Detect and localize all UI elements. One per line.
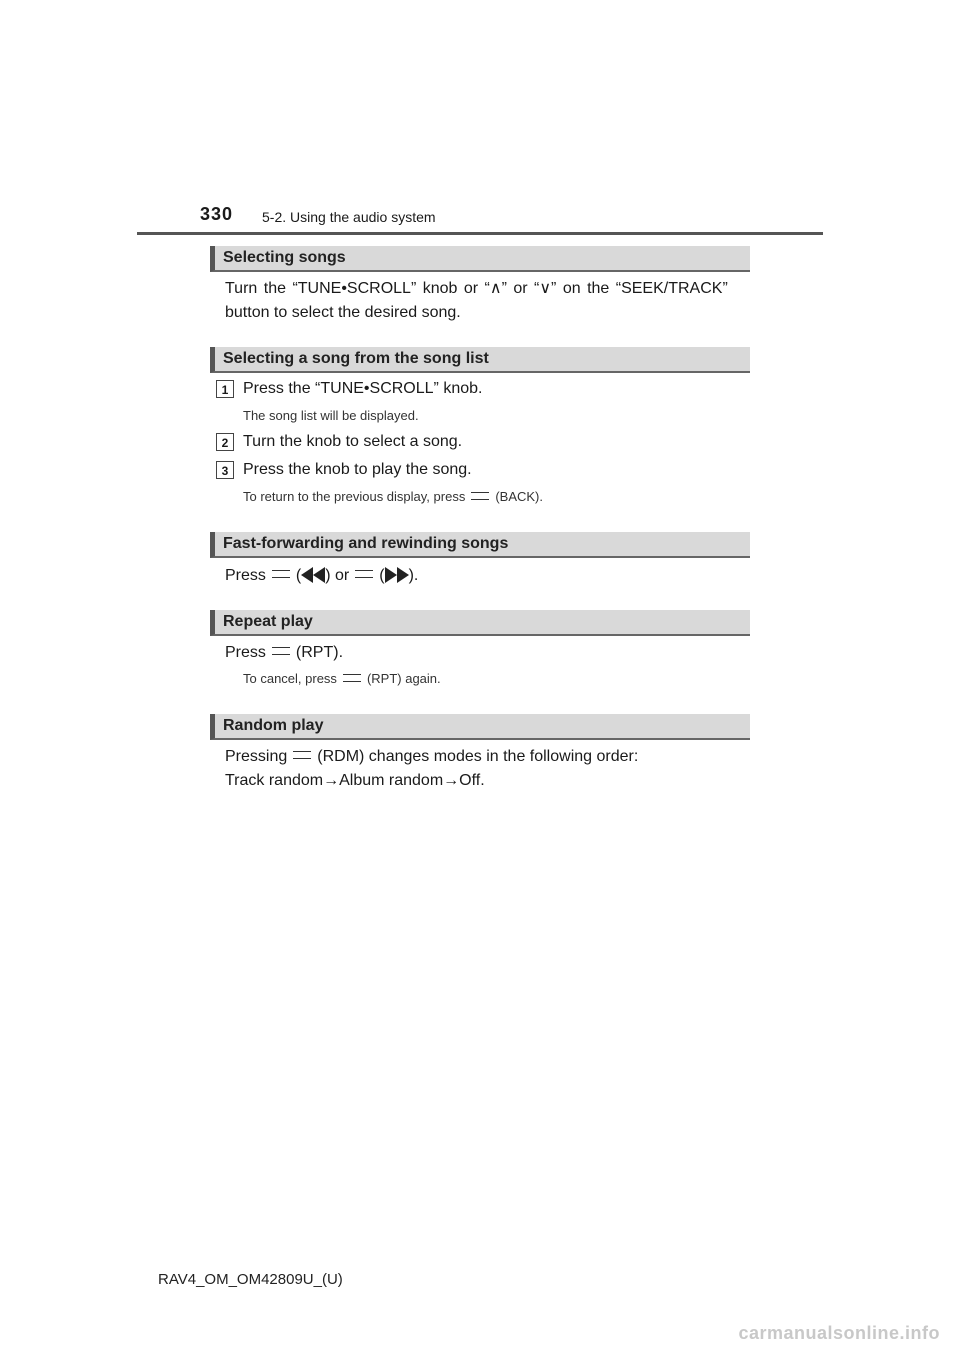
step-text-3: Press the knob to play the song. [243,461,472,478]
heading-label: Selecting a song from the song list [223,350,489,367]
rpt-button-icon [272,647,290,655]
rdm-button-icon [293,751,311,759]
heading-label: Repeat play [223,613,313,630]
note-repeat-cancel [243,671,441,686]
button-icon [272,570,290,578]
text-press: Press [225,644,266,661]
footer-code: RAV4_OM_OM42809U_(U) [158,1271,343,1288]
heading-label: Selecting songs [223,249,346,266]
text-pressing: Pressing [225,748,288,765]
text-line [225,745,638,769]
text-line: Turn the “TUNE•SCROLL” knob or “∧” or “∨” on the “SEEK/TRACK” [225,280,728,297]
text-rdm: (RDM) changes modes in the following order: [317,748,639,765]
fast-forward-icon [397,567,409,583]
note-song-list-displayed: The song list will be displayed. [243,408,419,423]
watermark: carmanualsonline.info [738,1323,940,1343]
step-number-3: 3 [216,461,234,479]
button-icon [355,570,373,578]
header-divider [137,232,823,235]
heading-label: Fast-forwarding and rewinding songs [223,535,509,552]
step-text-1: Press the “TUNE•SCROLL” knob. [243,380,483,397]
step-number-1: 1 [216,380,234,398]
back-button-icon [471,492,489,500]
page-number: 330 [200,204,234,224]
section-title: 5-2. Using the audio system [262,209,436,225]
repeat-text [225,641,343,665]
heading-fast-forward [210,532,750,558]
heading-selecting-songs [210,246,750,272]
text-rpt: (RPT). [295,644,344,661]
text-line: button to select the desired song. [225,304,461,321]
heading-label: Random play [223,717,324,734]
note-text: (BACK). [495,489,543,504]
step-number-2: 2 [216,433,234,451]
note-text: (RPT) again. [366,671,441,686]
rpt-button-icon [343,674,361,682]
rewind-icon [301,567,313,583]
heading-random-play [210,714,750,740]
fast-forward-text: Press ( ) or ( ). [225,567,419,584]
step-text-2: Turn the knob to select a song. [243,433,463,450]
heading-song-list [210,347,750,373]
note-text: To return to the previous display, press [243,489,466,504]
text-press: Press [225,567,266,584]
note-back [243,489,543,504]
text-or: or [335,567,350,584]
rewind-icon [313,567,325,583]
text-line: Track random→Album random→Off. [225,772,485,789]
random-text [225,745,638,793]
selecting-songs-text [225,277,728,325]
note-text: To cancel, press [243,671,337,686]
heading-repeat-play [210,610,750,636]
fast-forward-icon [385,567,397,583]
